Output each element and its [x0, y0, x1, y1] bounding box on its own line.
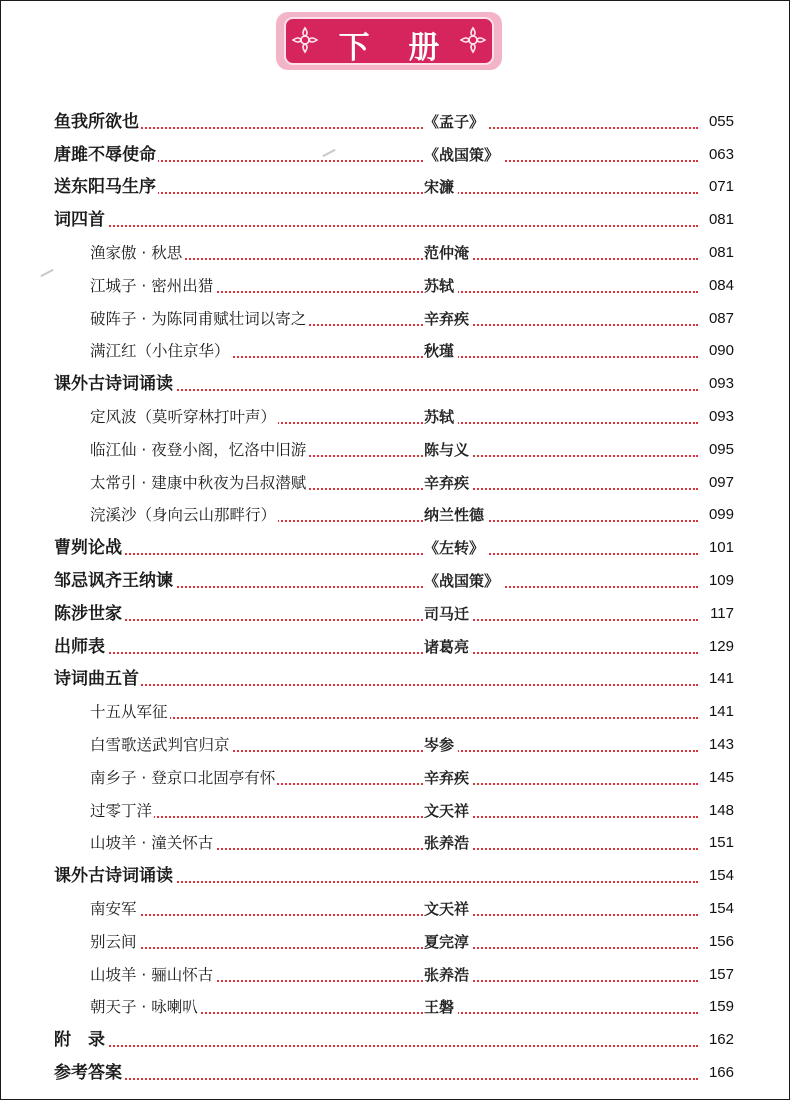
- section-header-badge: [276, 12, 502, 70]
- toc-entry-title: 南乡子 · 登京口北固亭有怀: [90, 768, 276, 787]
- toc-entry-author: 纳兰性德: [424, 505, 488, 525]
- dot-leader: [90, 947, 698, 949]
- toc-entry-title: 南安军: [90, 899, 137, 918]
- toc-entry-author: 《左转》: [424, 538, 488, 558]
- toc-entry[interactable]: [0, 1022, 790, 1055]
- toc-entry-title: 课外古诗词诵读: [54, 866, 173, 887]
- toc-entry[interactable]: [0, 826, 790, 859]
- toc-entry-title: 白雪歌送武判官归京: [90, 735, 230, 754]
- toc-entry[interactable]: [0, 1055, 790, 1088]
- toc-entry-page-number: 148: [705, 801, 734, 821]
- toc-entry-page-number: 099: [705, 505, 734, 525]
- dot-leader: [90, 914, 698, 916]
- toc-entry[interactable]: [0, 891, 790, 924]
- toc-entry-title: 十五从军征: [90, 703, 168, 722]
- toc-entry-page-number: 117: [706, 604, 734, 624]
- toc-entry[interactable]: [0, 793, 790, 826]
- flower-ornament-icon: [458, 25, 488, 55]
- toc-entry-page-number: 090: [705, 341, 734, 361]
- toc-entry[interactable]: [0, 137, 790, 170]
- toc-entry-page-number: 157: [705, 965, 734, 985]
- toc-entry-title: 山坡羊 · 骊山怀古: [90, 965, 214, 984]
- toc-entry-page-number: 084: [705, 276, 734, 296]
- toc-entry-author: 宋濂: [424, 177, 458, 197]
- toc-entry-page-number: 093: [705, 374, 734, 394]
- toc-entry-page-number: 151: [705, 833, 734, 853]
- toc-entry-page-number: 063: [705, 145, 734, 165]
- toc-entry-page-number: 109: [705, 571, 734, 591]
- dot-leader: [54, 225, 698, 227]
- toc-entry-page-number: 159: [705, 997, 734, 1017]
- toc-entry-page-number: 095: [705, 440, 734, 460]
- toc-entry-author: 岑参: [424, 735, 458, 755]
- toc-entry[interactable]: [0, 202, 790, 235]
- toc-entry-author: 诸葛亮: [424, 637, 473, 657]
- toc-entry-title: 课外古诗词诵读: [54, 374, 173, 395]
- toc-entry[interactable]: [0, 990, 790, 1023]
- toc-entry-author: 《战国策》: [424, 145, 503, 165]
- toc-entry-title: 定风波（莫听穿林打叶声）: [90, 407, 277, 426]
- toc-entry-title: 临江仙 · 夜登小阁，忆洛中旧游: [90, 440, 307, 459]
- toc-entry-title: 陈涉世家: [54, 603, 122, 624]
- toc-entry-page-number: 162: [705, 1030, 734, 1050]
- table-of-contents: [0, 104, 790, 1088]
- toc-entry-page-number: 166: [705, 1063, 734, 1083]
- toc-entry-title: 送东阳马生序: [54, 177, 156, 198]
- toc-entry[interactable]: [0, 957, 790, 990]
- toc-entry-author: 张养浩: [424, 833, 473, 853]
- toc-entry[interactable]: [0, 530, 790, 563]
- toc-entry-author: 《战国策》: [424, 571, 503, 591]
- toc-entry-page-number: 081: [705, 210, 734, 230]
- toc-entry[interactable]: [0, 399, 790, 432]
- toc-entry-title: 山坡羊 · 潼关怀古: [90, 834, 214, 853]
- toc-entry-page-number: 154: [705, 899, 734, 919]
- toc-entry[interactable]: [0, 760, 790, 793]
- toc-entry-title: 破阵子 · 为陈同甫赋壮词以寄之: [90, 309, 307, 328]
- toc-entry[interactable]: [0, 563, 790, 596]
- toc-entry-author: 王磐: [424, 997, 458, 1017]
- toc-entry-title: 朝天子 · 咏喇叭: [90, 998, 198, 1017]
- section-title: 下 册: [338, 30, 454, 66]
- toc-entry-author: 辛弃疾: [424, 768, 473, 788]
- toc-entry[interactable]: [0, 662, 790, 695]
- toc-entry[interactable]: [0, 366, 790, 399]
- toc-entry[interactable]: [0, 170, 790, 203]
- dot-leader: [54, 652, 698, 654]
- toc-entry-author: 文天祥: [424, 899, 473, 919]
- toc-entry-title: 渔家傲 · 秋思: [90, 243, 183, 262]
- toc-entry[interactable]: [0, 596, 790, 629]
- toc-entry-author: 辛弃疾: [424, 473, 473, 493]
- toc-entry-author: 文天祥: [424, 801, 473, 821]
- toc-entry-page-number: 093: [705, 407, 734, 427]
- toc-entry-author: 夏完淳: [424, 932, 473, 952]
- toc-entry-page-number: 143: [705, 735, 734, 755]
- dot-leader: [54, 1078, 698, 1080]
- dot-leader: [54, 553, 698, 555]
- toc-entry-author: 《孟子》: [424, 112, 488, 132]
- toc-entry[interactable]: [0, 629, 790, 662]
- dot-leader: [54, 619, 698, 621]
- toc-entry[interactable]: [0, 334, 790, 367]
- toc-entry[interactable]: [0, 727, 790, 760]
- toc-entry-author: 秋瑾: [424, 341, 458, 361]
- toc-entry-page-number: 097: [705, 473, 734, 493]
- toc-entry-title: 参考答案: [54, 1062, 122, 1083]
- toc-entry[interactable]: [0, 465, 790, 498]
- toc-entry-page-number: 101: [705, 538, 734, 558]
- toc-entry-title: 太常引 · 建康中秋夜为吕叔潜赋: [90, 473, 307, 492]
- toc-entry[interactable]: [0, 301, 790, 334]
- toc-entry[interactable]: [0, 432, 790, 465]
- dot-leader: [54, 684, 698, 686]
- toc-entry-title: 词四首: [54, 210, 105, 231]
- toc-entry-author: 范仲淹: [424, 243, 473, 263]
- toc-entry-title: 别云间: [90, 932, 137, 951]
- toc-entry-author: 苏轼: [424, 276, 458, 296]
- toc-entry[interactable]: [0, 268, 790, 301]
- toc-entry-title: 诗词曲五首: [54, 669, 139, 690]
- toc-entry-title: 浣溪沙（身向云山那畔行）: [90, 506, 277, 525]
- toc-entry-title: 唐雎不辱使命: [54, 144, 156, 165]
- toc-entry-author: 苏轼: [424, 407, 458, 427]
- toc-entry-page-number: 055: [705, 112, 734, 132]
- toc-entry-author: 陈与义: [424, 440, 473, 460]
- toc-entry[interactable]: [0, 924, 790, 957]
- dot-leader: [90, 717, 698, 719]
- toc-entry-title: 邹忌讽齐王纳谏: [54, 570, 173, 591]
- toc-entry-title: 曹刿论战: [54, 538, 122, 559]
- toc-entry-title: 满江红（小住京华）: [90, 342, 230, 361]
- dot-leader: [54, 1045, 698, 1047]
- toc-entry-author: 辛弃疾: [424, 309, 473, 329]
- toc-entry-title: 江城子 · 密州出猎: [90, 276, 214, 295]
- toc-entry-author: 司马迁: [424, 604, 473, 624]
- toc-entry-title: 出师表: [54, 636, 105, 657]
- toc-entry-page-number: 154: [705, 866, 734, 886]
- toc-entry-page-number: 129: [705, 637, 734, 657]
- toc-entry-page-number: 156: [705, 932, 734, 952]
- toc-entry[interactable]: [0, 498, 790, 531]
- toc-entry[interactable]: [0, 235, 790, 268]
- toc-entry[interactable]: [0, 694, 790, 727]
- dot-leader: [90, 816, 698, 818]
- toc-entry-page-number: 071: [705, 177, 734, 197]
- toc-entry-title: 附 录: [54, 1030, 105, 1051]
- toc-entry-page-number: 141: [705, 702, 734, 722]
- toc-entry-title: 过零丁洋: [90, 801, 153, 820]
- toc-entry-title: 鱼我所欲也: [54, 111, 139, 132]
- toc-entry-page-number: 141: [705, 669, 734, 689]
- toc-entry[interactable]: [0, 858, 790, 891]
- toc-entry-page-number: 081: [705, 243, 734, 263]
- toc-entry[interactable]: [0, 104, 790, 137]
- toc-entry-author: 张养浩: [424, 965, 473, 985]
- dot-leader: [54, 127, 698, 129]
- toc-entry-page-number: 087: [705, 309, 734, 329]
- toc-entry-page-number: 145: [705, 768, 734, 788]
